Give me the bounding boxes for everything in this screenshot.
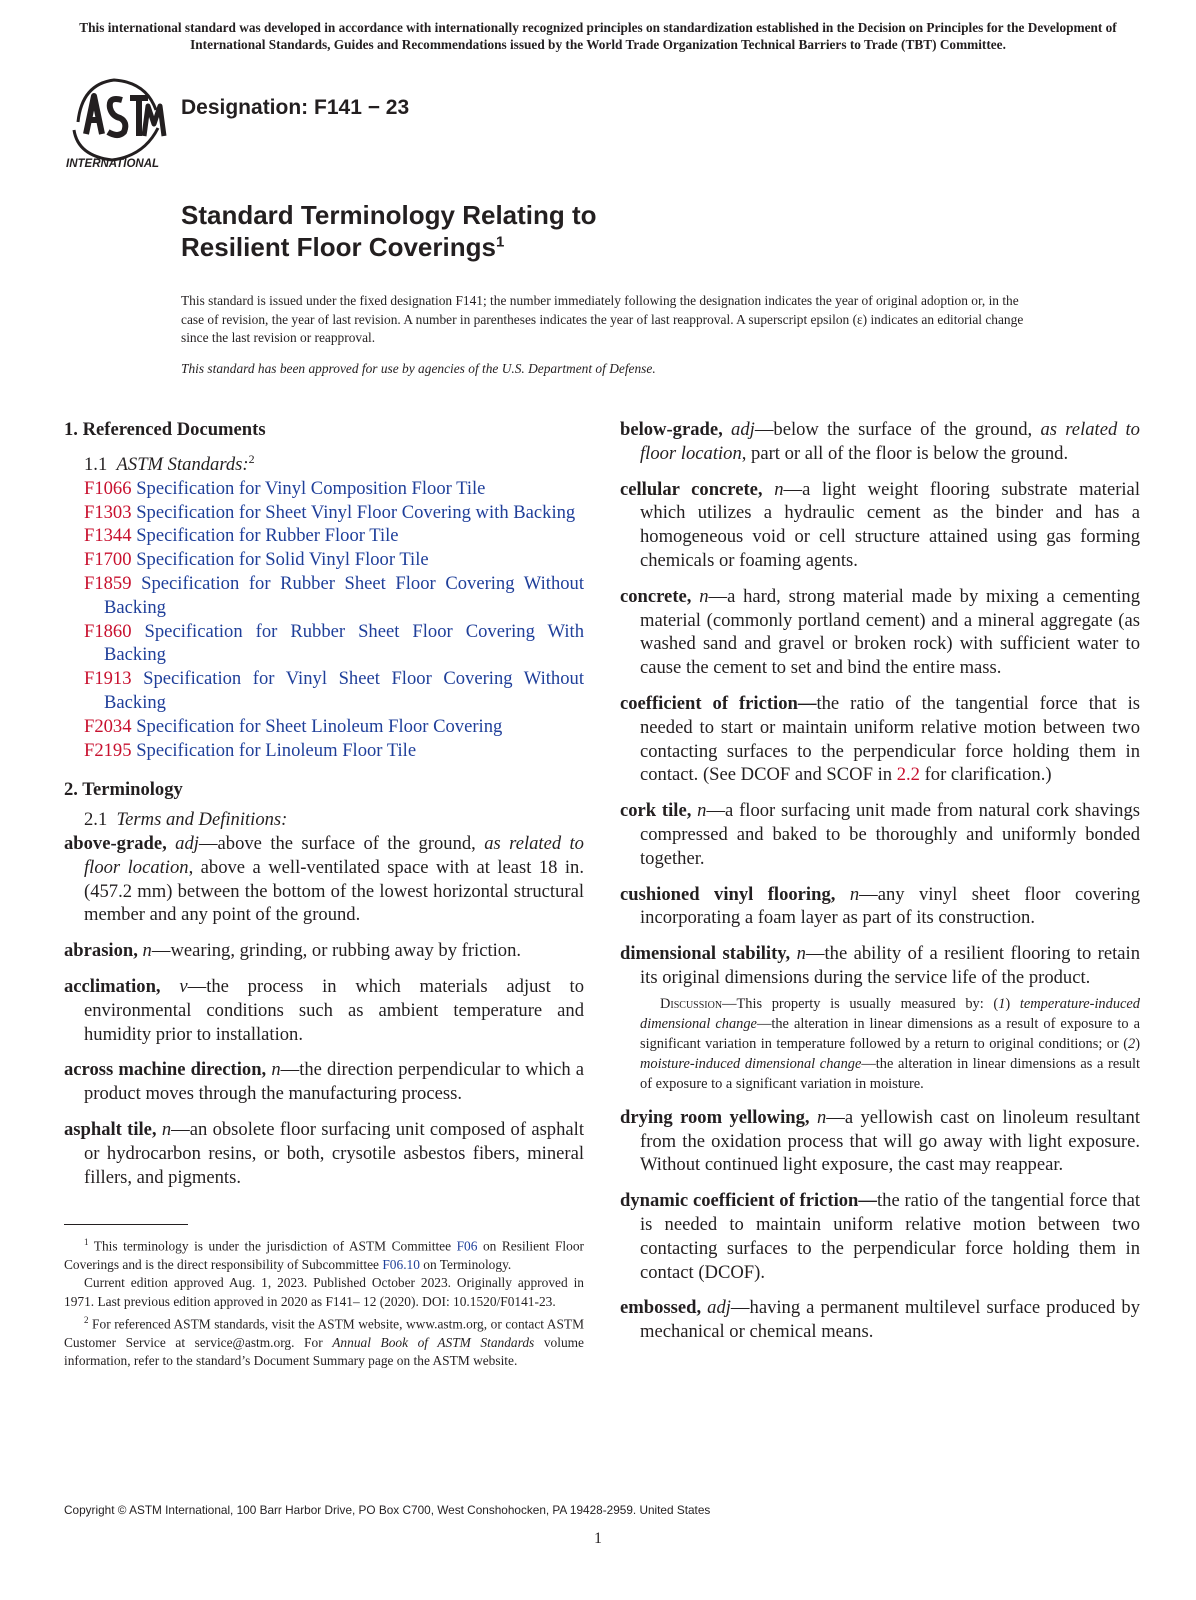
preamble: This standard is issued under the fixed designation F141; the number immediately following the designation indicates the year of original adoption or, in the case of revision, the year of last revision. A number in parentheses indicates the year of last reapproval. A superscript epsilon (ε) indicates an editorial change since the last revision or reapproval. (181, 293, 1024, 345)
term-concrete: concrete, n—a hard, strong material made by mixing a cementing material (commonly portland cement) and a mineral aggregate (as washed sand and gravel or broken rock) with sufficient water to cause the cement to set and bind the entire mass. (620, 585, 1140, 679)
right-column (620, 418, 1140, 1356)
term-abrasion: abrasion, n—wearing, grinding, or rubbing away by friction. (64, 940, 522, 962)
term-embossed: embossed, adj—having a permanent multilevel surface produced by mechanical or chemical means. (620, 1297, 1141, 1343)
footnote-2: $^2$ For referenced ASTM standards, visit the ASTM website, www.astm.org, or contact ASTM Customer Service at service@astm.org. For Annual Book of ASTM Standards volume information, refer to the standard’s Document Summary page on the ASTM website. (64, 1315, 584, 1369)
subcommittee-link-f06-10[interactable]: F06.10 (382, 1256, 420, 1272)
reference-item[interactable]: F1344 Specification for Rubber Floor Tile (84, 525, 399, 547)
section-link-2-2[interactable]: 2.2 (896, 764, 920, 786)
term-cork-tile: cork tile, n—a floor surfacing unit made from natural cork shavings compressed and baked to be thoroughly and uniformly bonded together. (620, 800, 1140, 869)
section-2-1: 2.1 Terms and Definitions: (84, 809, 288, 831)
reference-item[interactable]: F1859 Specification for Rubber Sheet Floor Covering Without Backing (84, 572, 584, 618)
document-title (181, 199, 597, 263)
term-dimensional-stability: dimensional stability, n—the ability of a resilient flooring to retain its original dimensions during the service life of the product. (620, 943, 1140, 988)
logo-text: INTERNATIONAL (66, 158, 160, 170)
term-asphalt-tile: asphalt tile, n—an obsolete floor surfacing unit composed of asphalt or hydrocarbon resins, or both, crysotile asbestos fibers, mineral fillers, and pigments. (64, 1118, 584, 1188)
footnote-divider (64, 1224, 188, 1225)
astm-logo-icon (64, 70, 168, 170)
title-footnote-mark[interactable]: 1 (495, 233, 505, 251)
footnote-1: $^1$ This terminology is under the jurisdiction of ASTM Committee F06 on Resilient Floor Coverings and is the direct responsibility of Subcommittee F06.10 on Terminology. (64, 1237, 584, 1272)
section-1-heading: 1. Referenced Documents (64, 419, 266, 440)
reference-item[interactable]: F1700 Specification for Solid Vinyl Floor Tile (84, 549, 429, 571)
term-cellular-concrete: cellular concrete, n—a light weight flooring substrate material which utilizes a hydraulic cement as the binder and has a homogeneous void or cell structure attained using gas forming chemicals or foaming agents. (620, 478, 1140, 571)
term-dynamic-coefficient-of-friction: dynamic coefficient of friction—the ratio of the tangential force that is needed to maintain uniform relative motion between two contacting surfaces to the perpendicular force holding them in contact (DCOF). (620, 1190, 1140, 1283)
term-acclimation: acclimation, v—the process in which materials adjust to environmental conditions such as ambient temperature and humidity prior to installation. (64, 975, 585, 1045)
edition-note: Current edition approved Aug. 1, 2023. Published October 2023. Originally approved in 1971. Last previous edition approved in 2020 as F141– 12 (2020). DOI: 10.1520/F0141-23. (64, 1275, 584, 1309)
term-across-machine-direction: across machine direction, n—the direction perpendicular to which a product moves through the manufacturing process. (64, 1059, 584, 1105)
copyright-notice: Copyright © ASTM International, 100 Barr Harbor Drive, PO Box C700, West Conshohocken, PA 19428-2959. United States (64, 1503, 711, 1517)
reference-item[interactable]: F1303 Specification for Sheet Vinyl Floor Covering with Backing (84, 501, 576, 523)
astm-logo (64, 70, 168, 170)
section-1-1: 1.1 ASTM Standards:$^2$ (84, 451, 255, 475)
reference-item[interactable]: F2034 Specification for Sheet Linoleum Floor Covering (84, 715, 503, 737)
term-coefficient-of-friction: coefficient of friction—the ratio of the tangential force that is needed to start or maintain uniform relative motion between two contacting surfaces to the perpendicular force holding them in contact. (See DCOF and SCOF in 2.2 for clarification.) (620, 692, 1140, 786)
term-drying-room-yellowing: drying room yellowing, n—a yellowish cast on linoleum resultant from the oxidation process that will go away with light exposure. Without continued light exposure, the cast may reappear. (620, 1106, 1140, 1176)
dod-approval-note: This standard has been approved for use by agencies of the U.S. Department of Defense. (181, 361, 656, 376)
committee-link-f06[interactable]: F06 (456, 1238, 478, 1254)
left-column (64, 418, 584, 1201)
page-number: 1 (594, 1530, 602, 1547)
term-below-grade: below-grade, adj—below the surface of the ground, as related to floor location, part or all of the floor is below the ground. (620, 419, 1140, 464)
wto-notice: This international standard was developed in accordance with internationally recognized principles on standardization established in the Decision on Principles for the Development of International Standards, Guides and Recommendations issued by the World Trade Organization Technical Barriers to Trade (TBT) Committee. (79, 20, 1117, 52)
reference-item[interactable]: F1860 Specification for Rubber Sheet Floor Covering With Backing (84, 620, 584, 666)
designation: Designation: F141 − 23 (181, 96, 410, 119)
reference-item[interactable]: F2195 Specification for Linoleum Floor Tile (84, 739, 417, 761)
footnotes (64, 1233, 584, 1371)
term-cushioned-vinyl-flooring: cushioned vinyl flooring, n—any vinyl sheet floor covering incorporating a foam layer as part of its construction. (620, 883, 1140, 929)
reference-item[interactable]: F1913 Specification for Vinyl Sheet Floor Covering Without Backing (84, 668, 584, 713)
term-above-grade: above-grade, adj—above the surface of the ground, as related to floor location, above a well-ventilated space with at least 18 in. (457.2 mm) between the bottom of the lowest horizontal structural member and any point of the ground. (64, 832, 585, 926)
reference-item[interactable]: F1066 Specification for Vinyl Composition Floor Tile (84, 477, 486, 499)
section-2-heading: 2. Terminology (64, 779, 183, 801)
title-line-1: Standard Terminology Relating to (181, 200, 597, 230)
title-line-2: Resilient Floor Coverings (181, 232, 496, 262)
discussion-note: Discussion—This property is usually measured by: (1) temperature-induced dimensional change—the alteration in linear dimensions as a result of exposure to a significant variation in temperature followed by a return to original conditions; or (2) moisture-induced dimensional change—the alteration in linear dimensions as a result of exposure to a significant variation in moisture. (640, 995, 1141, 1092)
